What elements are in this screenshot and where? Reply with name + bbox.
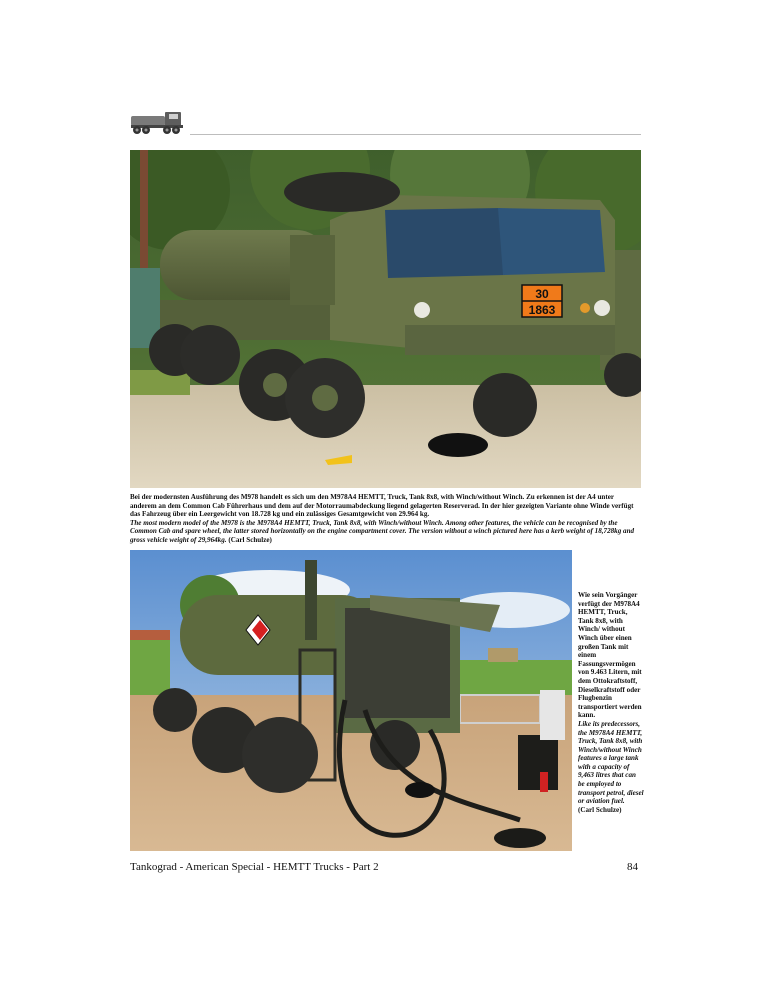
photo-m978a4-front <box>130 150 641 488</box>
hemtt-truck-logo-icon <box>129 108 189 136</box>
caption-photo1 <box>130 493 642 545</box>
hazard-plate-top: 30 <box>535 287 549 301</box>
photo-m978a4-rear <box>130 550 572 851</box>
page-number: 84 <box>627 861 638 873</box>
side-caption-english: Like its predecessors, the M978A4 HEMTT, Truck, Tank 8x8, with Winch/without Winch features a large tank with a capacity of 9,463 litres that can be employed to transport petrol, diesel or aviation fuel. <box>578 719 644 806</box>
side-caption-credit: (Carl Schulze) <box>578 805 622 814</box>
side-caption-german: Wie sein Vorgänger verfügt der M978A4 HEMTT, Truck, Tank 8x8, with Winch/ without Winch über einen großen Tank mit einem Fassungsvermögen von 9.463 Litern, mit dem Ottokraftstoff, Dieselkraftstoff oder Flugbenzin transportiert werden kann. <box>578 591 642 720</box>
caption-photo1-german: Bei der modernsten Ausführung des M978 handelt es sich um den M978A4 HEMTT, Truck, Tank 8x8, with Winch/without Winch. Zu erkennen ist der A4 unter anderem an dem Common Cab Führerhaus und dem auf der Motorraumabdeckung liegend gelagerten Reserverad. In der hier gezeigten Variante ohne Winde verfügt das Fahrzeug über ein Leergewicht von 18.728 kg und ein zulässiges Gesamtgewicht von 29.964 kg. <box>130 493 634 519</box>
caption-photo1-english: The most modern model of the M978 is the M978A4 HEMTT, Truck, Tank 8x8, with Winch/without Winch. Among other features, the vehicle can be recognised by the Common Cab and spare wheel, the latter stored horizontally on the engine compartment cover. The version without a winch pictured here has a kerb weight of 18,728kg and gross vehicle weight of 29,964kg. <box>130 518 635 544</box>
footer-title: Tankograd - American Special - HEMTT Trucks - Part 2 <box>130 861 379 873</box>
hazard-plate <box>522 285 562 317</box>
header-rule <box>190 134 641 135</box>
hazard-plate-bottom: 1863 <box>528 303 556 317</box>
side-caption <box>578 591 644 814</box>
caption-photo1-credit: (Carl Schulze) <box>228 535 272 544</box>
